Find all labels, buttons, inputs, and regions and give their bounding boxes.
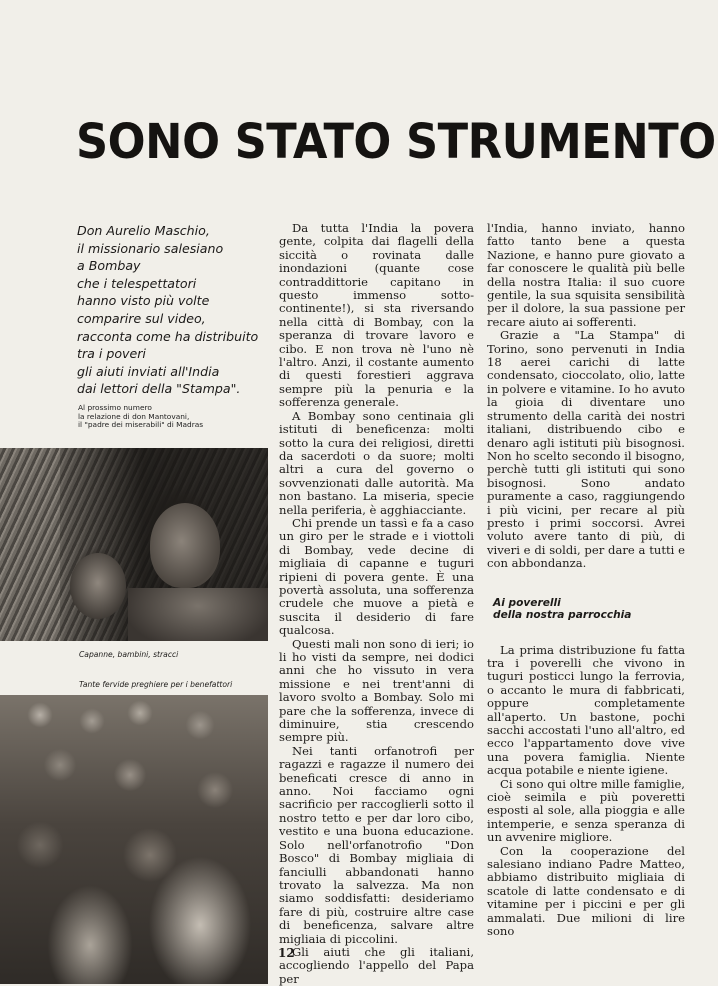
paragraph: Gli aiuti che gli italiani, accogliendo l'appello del Papa per — [279, 944, 474, 986]
paragraph: Nei tanti orfanotrofi per ragazzi e ragazze il numero dei beneficati cresce di anno in anno. Noi facciamo ogni sacrificio per raccoglierli sotto il nostro tetto e per dar loro cibo, vestito e una buona educazione. Solo nell'orfanotrofio "Don Bosco" di Bombay migliaia di fanciulli abbandonati hanno trovato la salvezza. Ma non siamo soddisfatti: desideriamo fare di più, costruire altre case di beneficenza, salvare altre migliaia di piccolini. — [279, 743, 474, 946]
intro-line: hanno visto più volte — [77, 293, 210, 309]
paragraph: La prima distribuzione fu fatta tra i poverelli che vivono in tuguri posticci lungo la ferrovia, o accanto le mura di fabbricati, oppure completamente all'aperto. Un bastone, pochi sacchi accostati l'uno all'altro, ed ecco l'appartamento dove vive una povera famiglia. Niente acqua potabile e niente igiene. — [487, 642, 685, 778]
intro-line: a Bombay — [77, 258, 141, 274]
next-issue-note — [78, 404, 278, 430]
article-headline: SONO STATO STRUMENTO — [76, 114, 716, 170]
photo-child-face — [150, 503, 220, 588]
paragraph: Da tutta l'India la povera gente, colpita dai flagelli della siccità o rovinata dalle inondazioni (quante cose contraddittorie capitano in questo immenso sotto-continente!), si sta riversando nella città di Bombay, con la speranza di trovare lavoro e cibo. E non trova nè l'uno nè l'altro. Anzi, il costante aumento di questi forestieri aggrava sempre più la penuria e la sofferenza generale. — [279, 221, 474, 410]
intro-text — [77, 222, 277, 398]
article-column-2 — [279, 222, 474, 986]
photo-caption-top: Capanne, bambini, stracci — [79, 650, 179, 659]
intro-line: comparire sul video, — [77, 310, 206, 326]
page-number: 12 — [278, 946, 295, 960]
paragraph: Con la cooperazione del salesiano indiano Padre Matteo, abbiamo distribuito migliaia di scatole di latte condensato e di vitamine per i piccini e per gli ammalati. Due milioni di lire sono — [487, 843, 685, 939]
photo-cloth — [128, 588, 268, 641]
intro-line: gli aiuti inviati all'India — [77, 363, 220, 379]
note-line: Al prossimo numero — [78, 403, 152, 412]
paragraph: A Bombay sono centinaia gli istituti di beneficenza: molti sotto la cura dei religiosi, diretti da sacerdoti o da suore; molti altri a cura del governo o sovvenzionati dalle autorità. Ma non bastano. La miseria, specie nella periferia, è agghiacciante. — [279, 408, 474, 517]
photo-praying-crowd — [0, 695, 268, 984]
section-subheading — [493, 597, 685, 622]
photo-child-face — [70, 553, 126, 619]
intro-line: tra i poveri — [77, 346, 146, 362]
paragraph: Chi prende un tassì e fa a caso un giro per le strade e i viottoli di Bombay, vede decine di migliaia di capanne e tuguri ripieni di povera gente. È una povertà assoluta, una sofferenza crudele che muove a pietà e suscita il desiderio di fare qualcosa. — [279, 515, 474, 638]
intro-line: Don Aurelio Maschio, — [77, 223, 210, 238]
paragraph: Grazie a "La Stampa" di Torino, sono pervenuti in India 18 aerei carichi di latte condensato, cioccolato, olio, latte in polvere e vitamine. Io ho avuto la gioia di diventare uno strumento della carità dei nostri italiani, distribuendo cibo e denaro agli istituti più bisognosi. Non ho scelto secondo il bisogno, perchè tutti gli istituti qui sono bisognosi. Sono andato puramente a caso, raggiungendo i più vicini, per recare al più presto i primi soccorsi. Avrei voluto avere tanto di più, di viveri e di soldi, per dare a tutti e con abbondanza. — [487, 328, 685, 571]
article-column-3 — [487, 222, 685, 939]
intro-line: che i telespettatori — [77, 275, 197, 291]
intro-line: dai lettori della "Stampa". — [77, 381, 241, 397]
paragraph: l'India, hanno inviato, hanno fatto tanto bene a questa Nazione, e hanno pure giovato a far conoscere le qualità più belle della nostra Italia: il suo cuore gentile, la sua squisita sensibilità per il dolore, la sua passione per recare aiuto ai sofferenti. — [487, 221, 685, 329]
photo-caption-bottom: Tante fervide preghiere per i benefattori — [79, 680, 233, 689]
note-line: la relazione di don Mantovani, — [78, 411, 190, 421]
subheading-line: della nostra parrocchia — [493, 609, 632, 622]
paragraph: Ci sono qui oltre mille famiglie, cioè seimila e più poveretti esposti al sole, alla pioggia e alle intemperie, e senza speranza di un avvenire migliore. — [487, 776, 685, 845]
photo-children-huts — [0, 448, 268, 641]
intro-line: il missionario salesiano — [77, 240, 224, 256]
paragraph: Questi mali non sono di ieri; io li ho visti da sempre, nei dodici anni che ho vissuto in vera missione e nei trent'anni di lavoro svolto a Bombay. Solo mi pare che la sofferenza, invece di diminuire, stia crescendo sempre più. — [279, 636, 474, 745]
intro-line: racconta come ha distribuito — [77, 328, 259, 344]
note-line: il "padre dei miserabili" di Madras — [78, 420, 204, 430]
subheading-line: Ai poverelli — [493, 596, 561, 609]
